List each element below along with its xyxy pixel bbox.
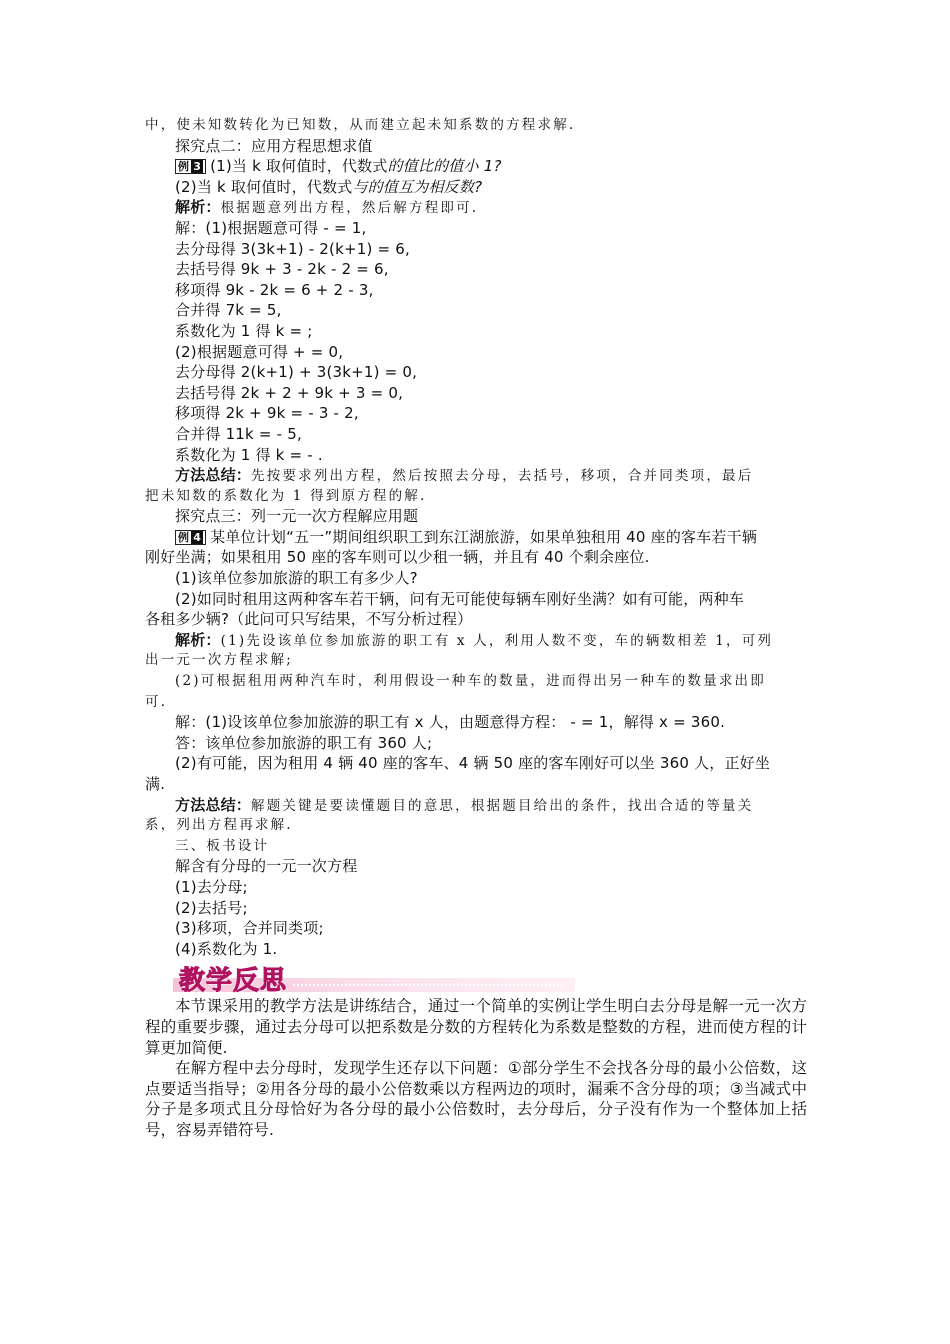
example4-question2-cont: 各租多少辆?（此问可只写结果，不写分析过程）: [145, 610, 473, 629]
problem-text: 某单位计划“五一”期间组织职工到东江湖旅游，如果单独租用 40 座的客车若干辆: [210, 527, 758, 546]
section2-heading: 探究点二：应用方程思想求值: [175, 136, 373, 155]
badge-label: 例: [178, 530, 190, 544]
summary-text: 先按要求列出方程，然后按照去分母，去括号，移项，合并同类项，最后: [251, 468, 754, 485]
solution-line: 合并得 11k = - 5,: [175, 424, 302, 443]
board-step: (2)去括号;: [175, 898, 248, 917]
board-design-title: 解含有分母的一元一次方程: [175, 857, 358, 876]
example4-question1: (1)该单位参加旅游的职工有多少人?: [175, 569, 418, 588]
example4-problem-cont: 刚好坐满；如果租用 50 座的客车则可以少租一辆，并且有 40 个剩余座位.: [145, 548, 650, 567]
analysis-text: 根据题意列出方程，然后解方程即可.: [220, 200, 479, 217]
teaching-reflection-banner: [173, 960, 575, 997]
example-badge: [175, 530, 206, 545]
example4-solution1: 解：(1)设该单位参加旅游的职工有 x 人，由题意得方程： - = 1，解得 x = 360.: [175, 713, 726, 732]
banner-dots: [293, 984, 563, 986]
intro-tail-text: 中，使未知数转化为已知数，从而建立起未知系数的方程求解.: [145, 117, 576, 133]
example4-answer1: 答：该单位参加旅游的职工有 360 人;: [175, 733, 433, 752]
solution-line: 移项得 2k + 9k = - 3 - 2,: [175, 404, 359, 423]
example4-analysis2: (2)可根据租用两种汽车时，利用假设一种车的数量，进而得出另一种车的数量求出即: [175, 673, 766, 690]
method-summary-2-cont: 系，列出方程再求解.: [145, 817, 293, 834]
q2-italic: 与的值互为相反数?: [352, 177, 483, 196]
example4-analysis1: [145, 630, 807, 651]
board-step: (4)系数化为 1.: [175, 939, 278, 958]
example4-question2: (2)如同时租用这两种客车若干辆，问有无可能使每辆车刚好坐满？如有可能，两种车: [175, 589, 745, 608]
q1-prefix: (1)当 k 取何值时，代数式: [210, 157, 388, 176]
banner-title: 教学反思: [179, 966, 288, 997]
summary-label: 方法总结：: [175, 795, 252, 814]
solution-line: 去括号得 9k + 3 - 2k - 2 = 6,: [175, 260, 389, 279]
solution-line: 解：(1)根据题意可得 - = 1,: [175, 218, 367, 237]
example3-question2: [145, 177, 807, 198]
solution-line: 合并得 7k = 5,: [175, 301, 282, 320]
example3-question1: [145, 156, 807, 177]
badge-number: 3: [193, 160, 202, 174]
method-summary-2: [145, 795, 807, 816]
example4-analysis1-cont: 出一元一次方程求解;: [145, 652, 294, 669]
q1-italic: 的值比的值小 1?: [387, 157, 502, 176]
example4-problem: [145, 527, 807, 548]
example4-solution2: (2)有可能，因为租用 4 辆 40 座的客车、4 辆 50 座的客车刚好可以坐 360 人，正好坐: [175, 754, 771, 773]
solution-line: (2)根据题意可得 + = 0,: [175, 342, 344, 361]
example4-analysis2-cont: 可.: [145, 693, 168, 710]
solution-line: 系数化为 1 得 k = - .: [175, 445, 323, 464]
method-summary-1-cont: 把未知数的系数化为 1 得到原方程的解.: [145, 487, 427, 504]
solution-line: 去分母得 3(3k+1) - 2(k+1) = 6,: [175, 239, 410, 258]
summary-text: 解题关键是要读懂题目的意思，根据题目给出的条件，找出合适的等量关: [251, 797, 754, 814]
analysis-label: 解析：: [175, 630, 221, 649]
solution-line: 去括号得 2k + 2 + 9k + 3 = 0,: [175, 383, 404, 402]
example-badge: [175, 159, 206, 174]
q2-prefix: (2)当 k 取何值时，代数式: [175, 177, 353, 196]
section3-heading: 探究点三：列一元一次方程解应用题: [175, 507, 419, 526]
board-step: (3)移项，合并同类项;: [175, 919, 324, 938]
badge-number: 4: [193, 530, 202, 544]
reflection-paragraph: 在解方程中去分母时，发现学生还存以下问题：①部分学生不会找各分母的最小公倍数，这点要适当指导；②用各分母的最小公倍数乘以方程两边的项时，漏乘不含分母的项；③当减式中分子是多项式且分母恰好为各分母的最小公倍数时，去分母后，分子没有作为一个整体加上括号，容易弄错符号.: [145, 1059, 807, 1139]
solution-line: 去分母得 2(k+1) + 3(3k+1) = 0,: [175, 363, 418, 382]
example4-solution2-cont: 满.: [145, 775, 166, 793]
reflection-paragraph: 本节课采用的教学方法是讲练结合，通过一个简单的实例让学生明白去分母是解一元一次方程的重要步骤，通过去分母可以把系数是分数的方程转化为系数是整数的方程，进而使方程的计算更加简便.: [145, 997, 807, 1057]
badge-label: 例: [178, 160, 190, 174]
document-page: [145, 115, 807, 1141]
example3-analysis: [145, 197, 807, 218]
analysis-text: (1)先设该单位参加旅游的职工有 x 人，利用人数不变，车的辆数相差 1，可列: [220, 632, 774, 649]
board-design-heading: 三、板书设计: [175, 837, 270, 854]
board-step: (1)去分母;: [175, 877, 248, 896]
summary-label: 方法总结：: [175, 466, 252, 485]
analysis-label: 解析：: [175, 198, 221, 217]
solution-line: 系数化为 1 得 k = ;: [175, 321, 313, 340]
solution-line: 移项得 9k - 2k = 6 + 2 - 3,: [175, 280, 374, 299]
method-summary-1: [145, 465, 807, 486]
